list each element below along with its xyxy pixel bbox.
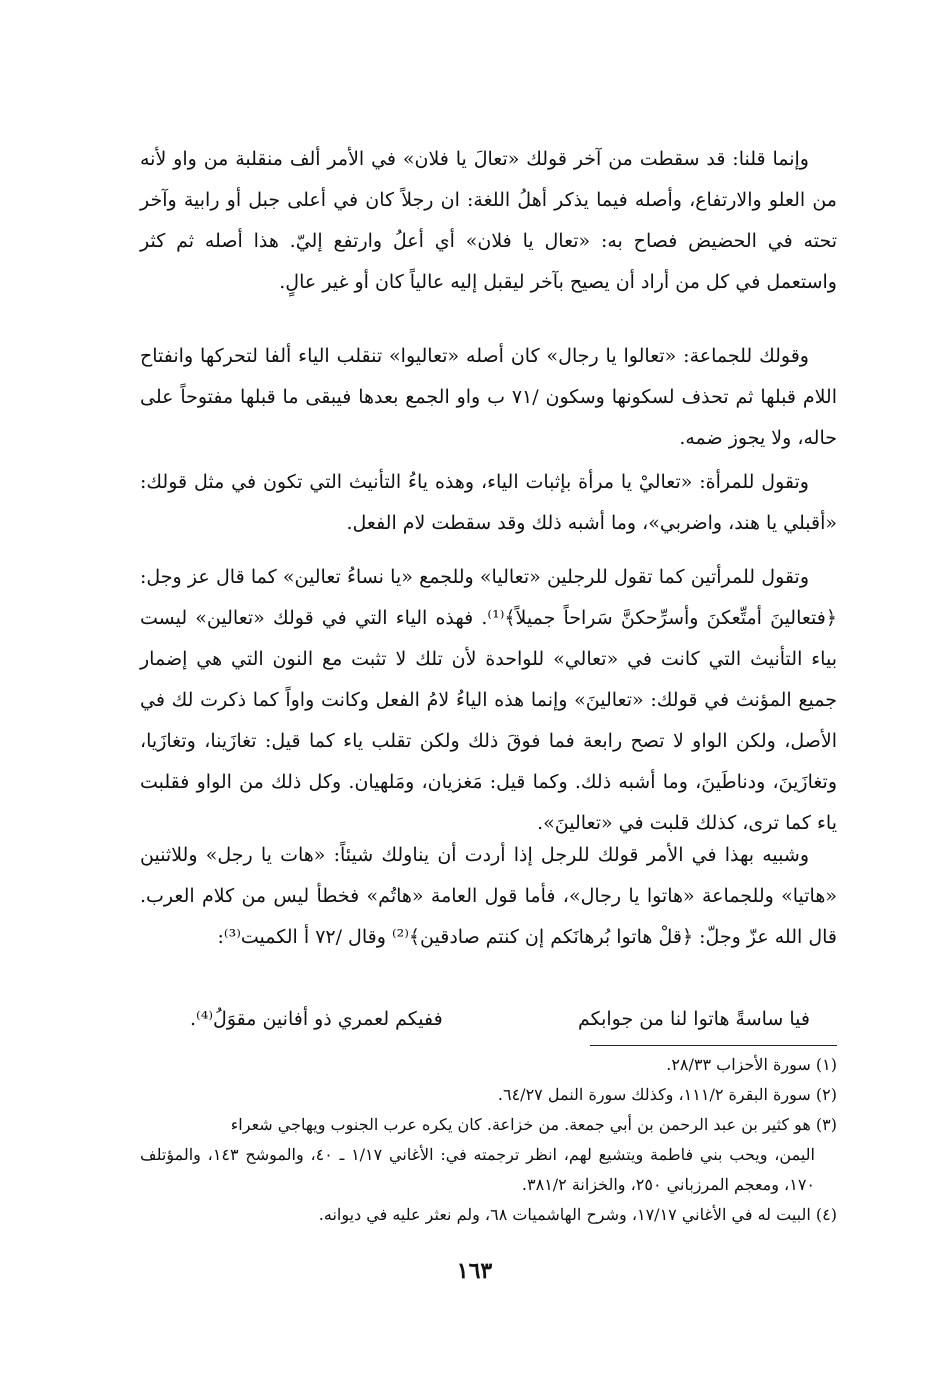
footnote-4: (٤) البيت له في الأغاني ١٧/١٧، وشرح الهاشميات ٦٨، ولم نعثر عليه في ديوانه.	[318, 1205, 837, 1224]
paragraph-text: وقولك للجماعة: «تعالوا يا رجال» كان أصله «تعاليوا» تنقلب الياء ألفا لتحركها وانفتاح اللام قبلها ثم تحذف لسكونها وسكون /٧١ ب واو الجمع بعدها فيبقى ما قبلها مفتوحاً على حاله، ولا يجوز ضمه.	[140, 345, 837, 449]
footnote-3: (٣) هو كثير بن عبد الرحمن بن أبي جمعة. من خزاعة. كان يكره عرب الجنوب ويهاجي شعراء	[230, 1115, 837, 1134]
paragraph-text: وتقول للمرأتين كما تقول للرجلين «تعاليا» وللجمع «يا نساءُ تعالين» كما قال عز وجل: ﴿فتعالينَ أمتِّعكنَ وأسرِّحكنَّ سَراحاً جميلاً﴾⁽¹⁾. فهذه الياء التي في قولك «تعالين» ليست بياء التأنيث التي كانت في «تعالي» للواحدة لأن تلك لا تثبت مع النون التي هي إضمار جميع المؤنث في قولك: «تعالينَ» وإنما هذه الياءُ لامُ الفعل وكانت واواً كما ذكرت لك في الأصل، ولكن الواو لا تصح رابعة فما فوقَ ذلك ولكن تقلب ياء كما قيل: تغازَينا، وتغازَيا، وتغازَينَ، ودناطَينَ، وما أشبه ذلك. وكما قيل: مَغزيان، ومَلهيان. وكل ذلك من الواو فقلبت ياء كما ترى، كذلك قلبت في «تعالينَ».	[140, 566, 837, 834]
footnote-3-continued: اليمن، ويحب بني فاطمة ويتشيع لهم، انظر ترجمته في: الأغاني ١/١٧ ـ ٤٠، والموشح ١٤٣، والمؤتلف ١٧٠، ومعجم المرزباني ٢٥٠، والخزانة ٣٨١/٢.	[140, 1145, 816, 1194]
paragraph-1	[140, 139, 837, 303]
page-number: ١٦٣	[456, 1258, 493, 1284]
footnote-divider	[590, 1045, 837, 1046]
paragraph-4	[140, 557, 837, 844]
poetry-verse	[190, 1001, 810, 1037]
footnote-2: (٢) سورة البقرة ١١١/٢، وكذلك سورة النمل ٦٤/٢٧.	[497, 1085, 837, 1104]
paragraph-2	[140, 336, 837, 459]
verse-hemistich-second: ففيكم لعمري ذو أفانين مقوَلُ⁽⁴⁾.	[190, 1008, 443, 1030]
paragraph-text: وإنما قلنا: قد سقطت من آخر قولك «تعالَ يا فلان» في الأمر ألف منقلبة من واو لأنه من العلو والارتفاع، وأصله فيما يذكر أهلُ اللغة: ان رجلاً كان في أعلى جبل أو رابية وآخر تحته في الحضيض فصاح به: «تعال يا فلان» أي أعلُ وارتفع إليّ. هذا أصله ثم كثر واستعمل في كل من أراد أن يصيح بآخر ليقبل إليه عالياً كان أو غير عالٍ.	[140, 148, 837, 293]
paragraph-3	[140, 462, 837, 544]
footnote-1: (١) سورة الأحزاب ٢٨/٣٣.	[666, 1055, 837, 1074]
paragraph-text: وشبيه بهذا في الأمر قولك للرجل إذا أردت أن يناولك شيئاً: «هات يا رجل» وللاثنين «هاتيا» وللجماعة «هاتوا يا رجال»، فأما قول العامة «هاتُم» فخطأ ليس من كلام العرب. قال الله عزّ وجلّ: ﴿قلْ هاتوا بُرهانَكم إن كنتم صادقين﴾⁽²⁾ وقال /٧٢ أ الكميت⁽³⁾:	[140, 844, 837, 948]
paragraph-5	[140, 835, 837, 958]
verse-hemistich-first: فيا ساسةً هاتوا لنا من جوابكم	[577, 1008, 810, 1030]
paragraph-text: وتقول للمرأة: «تعاليْ يا مرأة بإثبات الياء، وهذه ياءُ التأنيث التي تكون في مثل قولك: «أقبلي يا هند، واضربي»، وما أشبه ذلك وقد سقطت لام الفعل.	[140, 471, 837, 534]
footnotes	[140, 1050, 837, 1230]
